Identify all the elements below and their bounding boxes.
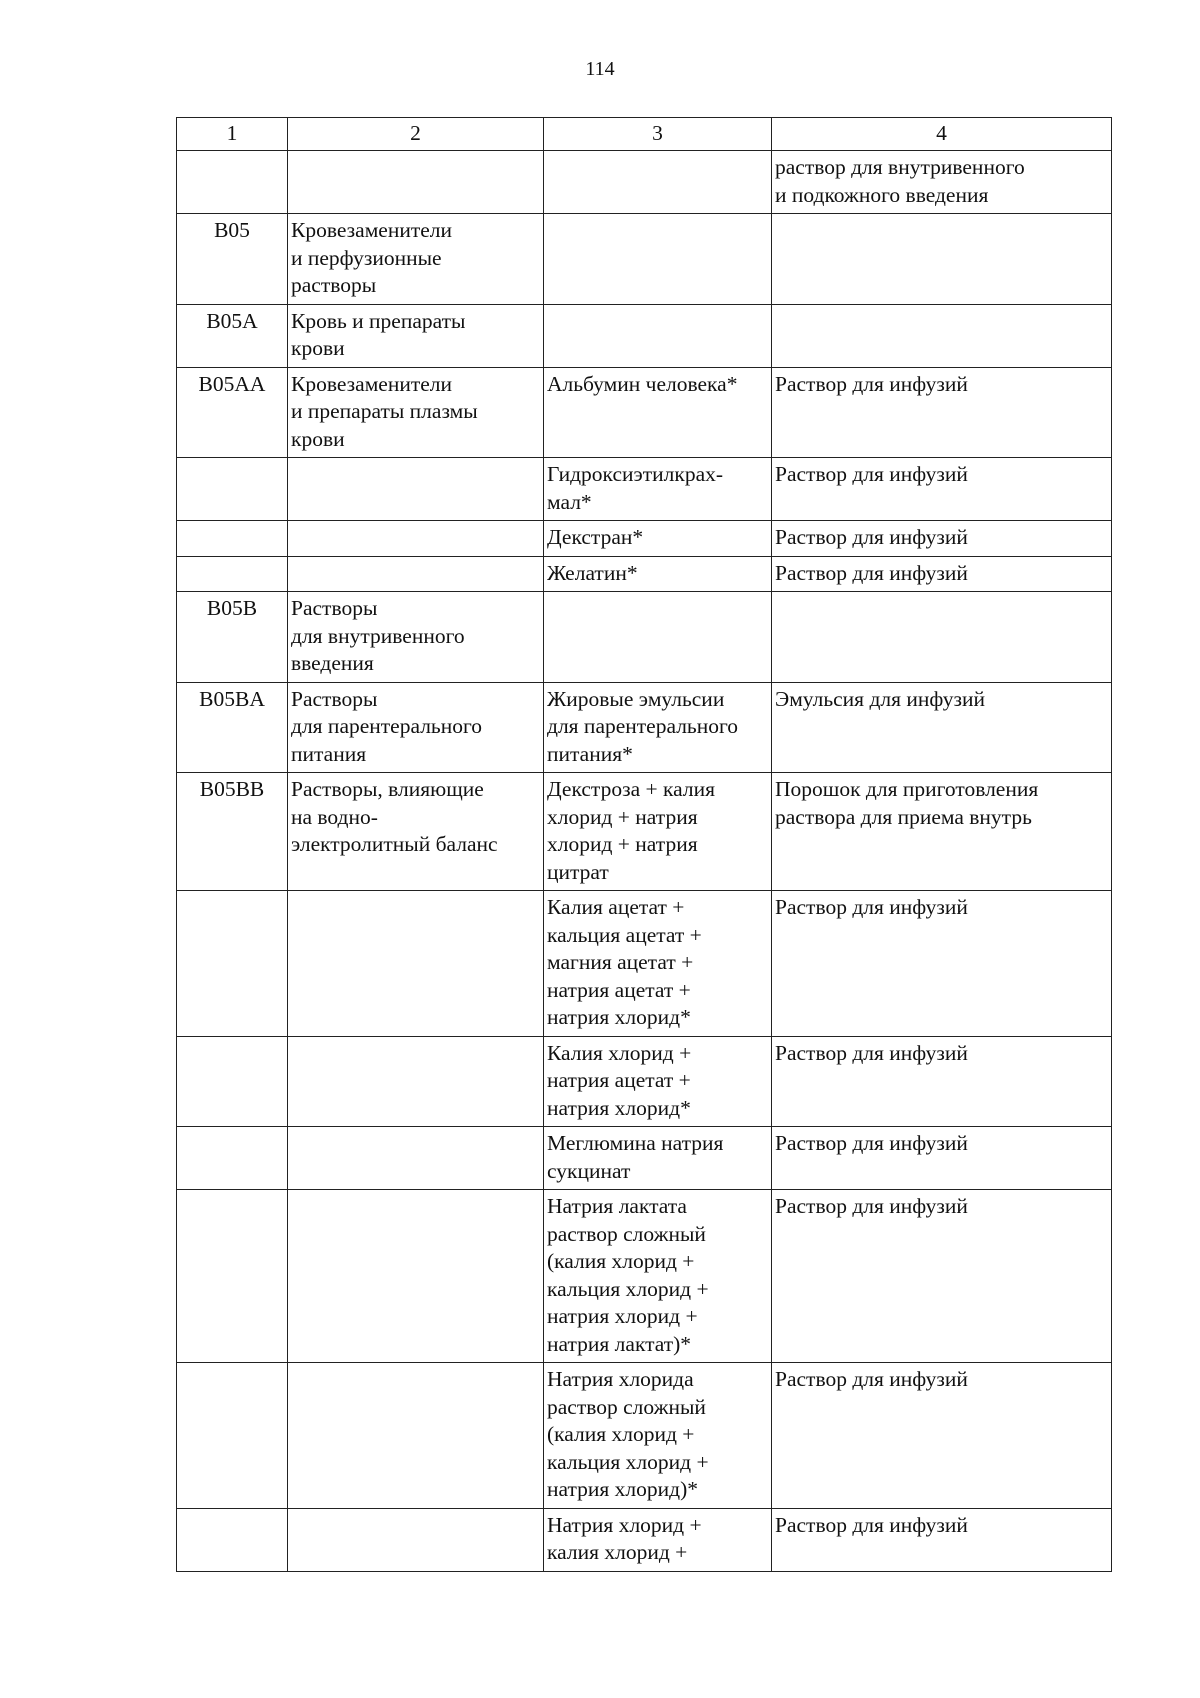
drug-name-cell: Натрия хлорид + калия хлорид + — [544, 1508, 772, 1571]
column-header-1: 1 — [177, 118, 288, 151]
group-name-cell — [288, 1508, 544, 1571]
group-name-cell: Растворы для внутривенного введения — [288, 592, 544, 683]
dosage-form-cell — [772, 214, 1112, 305]
drug-name-cell: Натрия лактата раствор сложный (калия хлорид + кальция хлорид + натрия хлорид + натрия лактат)* — [544, 1190, 772, 1363]
dosage-form-cell: раствор для внутривенного и подкожного введения — [772, 151, 1112, 214]
drug-name-cell: Калия хлорид + натрия ацетат + натрия хлорид* — [544, 1036, 772, 1127]
dosage-form-cell: Порошок для приготовления раствора для приема внутрь — [772, 773, 1112, 891]
group-name-cell — [288, 556, 544, 592]
table-row — [177, 592, 1112, 683]
table-row — [177, 1508, 1112, 1571]
atc-code-cell — [177, 458, 288, 521]
column-header-4: 4 — [772, 118, 1112, 151]
dosage-form-cell: Раствор для инфузий — [772, 556, 1112, 592]
group-name-cell — [288, 1363, 544, 1509]
table-row — [177, 458, 1112, 521]
page-number: 114 — [585, 58, 615, 80]
drug-name-cell: Калия ацетат + кальция ацетат + магния ацетат + натрия ацетат + натрия хлорид* — [544, 891, 772, 1037]
table-row — [177, 214, 1112, 305]
table-header-row — [177, 118, 1112, 151]
atc-code-cell — [177, 1190, 288, 1363]
table-row — [177, 682, 1112, 773]
atc-code-cell — [177, 151, 288, 214]
drug-name-cell — [544, 304, 772, 367]
atc-code-cell: B05BA — [177, 682, 288, 773]
dosage-form-cell: Раствор для инфузий — [772, 1508, 1112, 1571]
table-row — [177, 151, 1112, 214]
dosage-form-cell: Раствор для инфузий — [772, 891, 1112, 1037]
atc-code-cell: B05B — [177, 592, 288, 683]
group-name-cell: Кровь и препараты крови — [288, 304, 544, 367]
atc-code-cell: B05BB — [177, 773, 288, 891]
column-header-3: 3 — [544, 118, 772, 151]
dosage-form-cell: Раствор для инфузий — [772, 521, 1112, 557]
drug-name-cell: Декстроза + калия хлорид + натрия хлорид + натрия цитрат — [544, 773, 772, 891]
group-name-cell — [288, 1190, 544, 1363]
dosage-form-cell: Раствор для инфузий — [772, 1127, 1112, 1190]
drug-name-cell — [544, 592, 772, 683]
table-row — [177, 1190, 1112, 1363]
atc-code-cell — [177, 556, 288, 592]
drug-name-cell: Гидроксиэтилкрах- мал* — [544, 458, 772, 521]
group-name-cell — [288, 151, 544, 214]
group-name-cell — [288, 891, 544, 1037]
dosage-form-cell: Раствор для инфузий — [772, 1190, 1112, 1363]
drug-name-cell: Декстран* — [544, 521, 772, 557]
group-name-cell — [288, 1127, 544, 1190]
group-name-cell: Кровезаменители и препараты плазмы крови — [288, 367, 544, 458]
group-name-cell — [288, 1036, 544, 1127]
drug-name-cell: Альбумин человека* — [544, 367, 772, 458]
atc-code-cell — [177, 891, 288, 1037]
table-row — [177, 1363, 1112, 1509]
group-name-cell: Кровезаменители и перфузионные растворы — [288, 214, 544, 305]
table-row — [177, 521, 1112, 557]
atc-code-cell: B05A — [177, 304, 288, 367]
table-row — [177, 1036, 1112, 1127]
atc-code-cell — [177, 1036, 288, 1127]
drug-classification-table — [176, 117, 1112, 1572]
atc-code-cell — [177, 1508, 288, 1571]
column-header-2: 2 — [288, 118, 544, 151]
drug-name-cell: Натрия хлорида раствор сложный (калия хлорид + кальция хлорид + натрия хлорид)* — [544, 1363, 772, 1509]
table-row — [177, 891, 1112, 1037]
atc-code-cell: B05AA — [177, 367, 288, 458]
table-row — [177, 556, 1112, 592]
dosage-form-cell: Раствор для инфузий — [772, 1036, 1112, 1127]
dosage-form-cell — [772, 592, 1112, 683]
drug-name-cell — [544, 214, 772, 305]
atc-code-cell — [177, 1363, 288, 1509]
dosage-form-cell: Раствор для инфузий — [772, 367, 1112, 458]
group-name-cell: Растворы для парентерального питания — [288, 682, 544, 773]
table-row — [177, 1127, 1112, 1190]
group-name-cell: Растворы, влияющие на водно- электролитный баланс — [288, 773, 544, 891]
dosage-form-cell — [772, 304, 1112, 367]
atc-code-cell — [177, 1127, 288, 1190]
drug-name-cell: Желатин* — [544, 556, 772, 592]
dosage-form-cell: Эмульсия для инфузий — [772, 682, 1112, 773]
atc-code-cell: B05 — [177, 214, 288, 305]
dosage-form-cell: Раствор для инфузий — [772, 458, 1112, 521]
drug-name-cell: Жировые эмульсии для парентерального питания* — [544, 682, 772, 773]
group-name-cell — [288, 521, 544, 557]
drug-name-cell — [544, 151, 772, 214]
atc-code-cell — [177, 521, 288, 557]
table-row — [177, 367, 1112, 458]
dosage-form-cell: Раствор для инфузий — [772, 1363, 1112, 1509]
table-row — [177, 773, 1112, 891]
drug-name-cell: Меглюмина натрия сукцинат — [544, 1127, 772, 1190]
group-name-cell — [288, 458, 544, 521]
table-row — [177, 304, 1112, 367]
